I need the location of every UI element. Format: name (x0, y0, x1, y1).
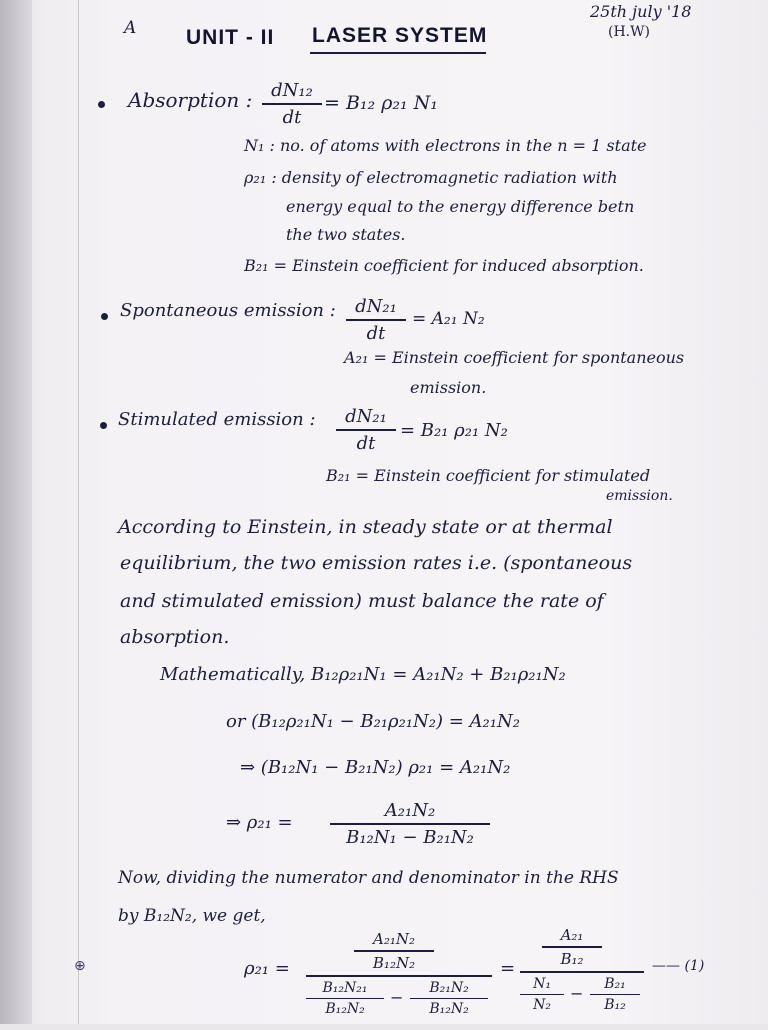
stimulated-def-1: B₂₁ = Einstein coefficient for stimulated (326, 466, 651, 485)
math-line-4-lhs: ⇒ ρ₂₁ = (226, 812, 293, 833)
simplified-bot-a-num: N₁ (533, 975, 551, 992)
simplified-top-num: A₂₁ (560, 926, 584, 944)
complex-bot-b-num: B₂₁N₂ (429, 979, 469, 996)
complex-top-den: B₁₂N₂ (372, 953, 416, 972)
complex-bot-b-den: B₁₂N₂ (429, 1001, 469, 1017)
simplified-bot-b-den: B₁₂ (604, 997, 626, 1013)
bullet (100, 422, 107, 429)
absorption-def-4: the two states. (286, 225, 406, 244)
simplified-minus: − (570, 983, 584, 1003)
simplified-top (542, 926, 602, 968)
math-line-3: ⇒ (B₁₂N₁ − B₂₁N₂) ρ₂₁ = A₂₁N₂ (240, 757, 511, 778)
absorption-num: dN₁₂ (271, 80, 313, 101)
paragraph-line-2: equilibrium, the two emission rates i.e. (spontaneous (120, 552, 633, 574)
dividing-line-1: Now, dividing the numerator and denominator in the RHS (118, 868, 619, 888)
simplified-bot-a-den: N₂ (533, 997, 551, 1013)
final-lhs: ρ₂₁ = (244, 958, 290, 979)
topic-title: LASER SYSTEM (312, 24, 488, 47)
math-line-2: or (B₁₂ρ₂₁N₁ − B₂₁ρ₂₁N₂) = A₂₁N₂ (226, 711, 520, 732)
absorption-def-2: ρ₂₁ : density of electromagnetic radiation with (244, 168, 618, 187)
spontaneous-def-2: emission. (410, 378, 487, 397)
simplified-fraction (520, 926, 644, 1026)
rho-num: A₂₁N₂ (384, 800, 436, 821)
complex-top-num: A₂₁N₂ (373, 930, 415, 948)
complex-top (354, 930, 434, 972)
stimulated-label: Stimulated emission : (118, 409, 316, 430)
rho-den: B₁₂N₁ − B₂₁N₂ (346, 826, 474, 848)
simplified-top-den: B₁₂ (560, 949, 584, 968)
margin-line (78, 0, 79, 1024)
spontaneous-num: dN₂₁ (355, 296, 397, 317)
absorption-def-1: N₁ : no. of atoms with electrons in the n = 1 state (244, 136, 647, 155)
complex-main-bar (306, 975, 492, 977)
paragraph-line-1: According to Einstein, in steady state or at thermal (118, 516, 613, 538)
spontaneous-fraction (346, 296, 406, 344)
math-line-1: Mathematically, B₁₂ρ₂₁N₁ = A₂₁N₂ + B₂₁ρ₂₁N₂ (160, 664, 566, 685)
corner-mark: A (124, 18, 137, 38)
title-underline (310, 52, 486, 54)
absorption-den: dt (282, 106, 302, 128)
hw-tag: (H.W) (608, 24, 650, 40)
stimulated-rhs: = B₂₁ ρ₂₁ N₂ (400, 420, 508, 441)
unit-title: UNIT - II (186, 26, 275, 49)
complex-bot-a-den: B₁₂N₂ (325, 1001, 365, 1017)
simplified-bot-b (590, 976, 640, 1014)
simplified-bottom (520, 976, 644, 1026)
complex-minus: − (390, 987, 404, 1007)
margin-mark: ⊕ (74, 958, 86, 974)
simplified-bot-a (520, 976, 564, 1014)
complex-bottom (306, 980, 492, 1030)
rho-fraction (330, 800, 490, 848)
spontaneous-rhs: = A₂₁ N₂ (412, 309, 485, 329)
absorption-def-5: B₂₁ = Einstein coefficient for induced absorption. (244, 256, 644, 275)
complex-bot-a-num: B₁₂N₂₁ (322, 979, 368, 996)
complex-fraction (306, 930, 492, 1030)
dividing-line-2: by B₁₂N₂, we get, (118, 906, 266, 926)
stimulated-fraction (336, 406, 396, 454)
absorption-fraction (262, 80, 322, 128)
spontaneous-label: Spontaneous emission : (120, 300, 336, 321)
absorption-label: Absorption : (128, 88, 253, 112)
stimulated-den: dt (356, 432, 376, 454)
stimulated-def-2: emission. (606, 488, 673, 504)
absorption-rhs: = B₁₂ ρ₂₁ N₁ (324, 92, 438, 114)
paragraph-line-4: absorption. (120, 626, 230, 648)
final-equals: = (500, 958, 516, 979)
paragraph-line-3: and stimulated emission) must balance the rate of (120, 590, 604, 612)
date: 25th july '18 (590, 2, 692, 21)
stimulated-num: dN₂₁ (345, 406, 387, 427)
notebook-spine (0, 0, 32, 1024)
simplified-main-bar (520, 971, 644, 973)
complex-bot-a (306, 980, 384, 1018)
bullet (101, 313, 108, 320)
absorption-def-3: energy equal to the energy difference betn (286, 197, 635, 216)
complex-bot-b (410, 980, 488, 1018)
spontaneous-def-1: A₂₁ = Einstein coefficient for spontaneous (344, 348, 685, 367)
simplified-bot-b-num: B₂₁ (604, 975, 626, 992)
equation-ref: —— (1) (652, 958, 705, 974)
spontaneous-den: dt (366, 322, 386, 344)
bullet (98, 101, 105, 108)
